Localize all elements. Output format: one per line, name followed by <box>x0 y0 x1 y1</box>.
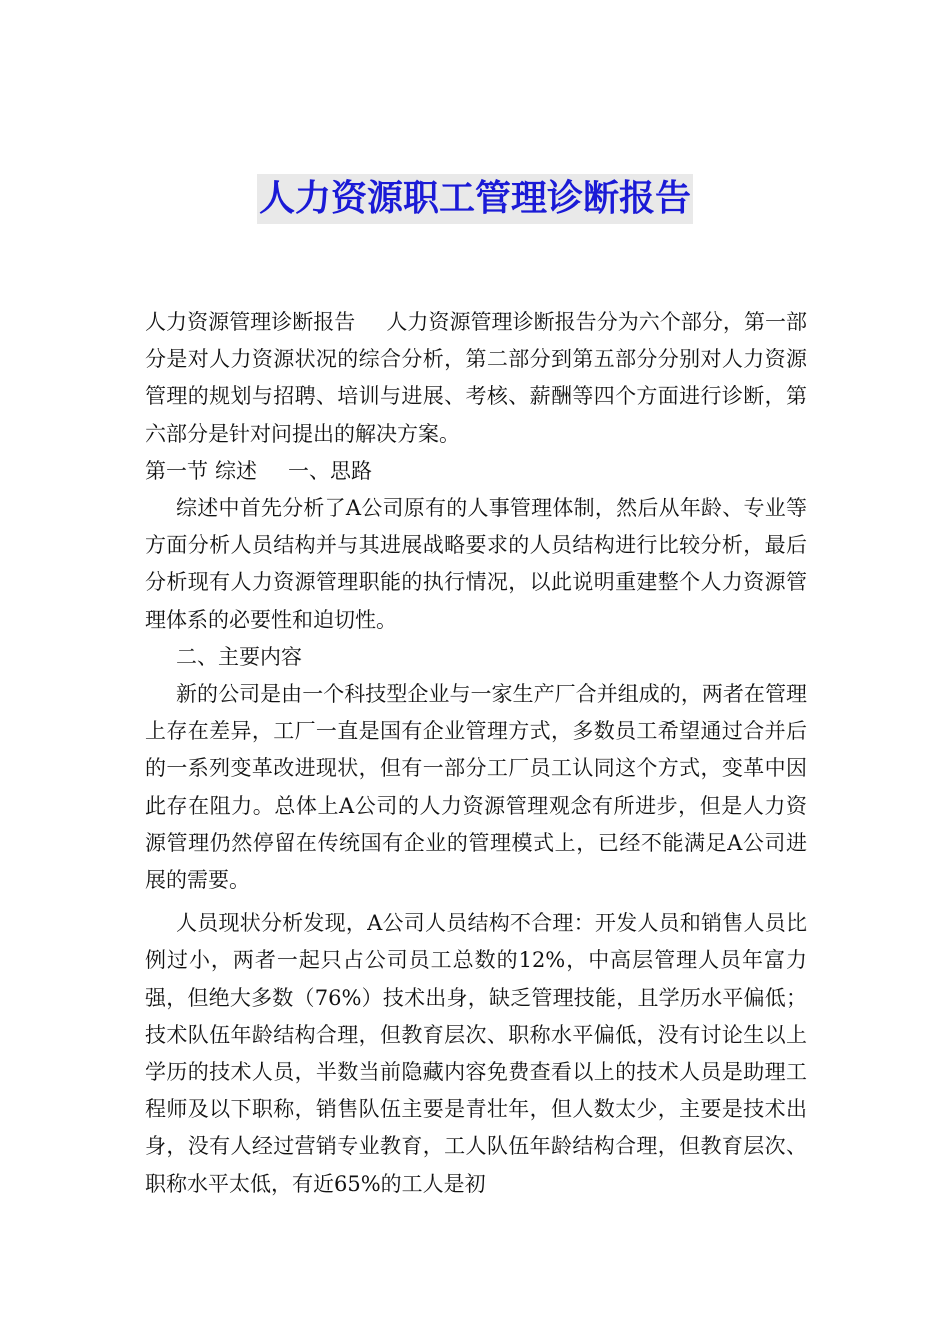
paragraph-content-2: 人员现状分析发现，A公司人员结构不合理：开发人员和销售人员比例过小，两者一起只占公司员工总数的12%，中高层管理人员年富力强，但绝大多数（76%）技术出身，缺乏管理技能，且学历水平偏低；技术队伍年龄结构合理，但教育层次、职称水平偏低，没有讨论生以上学历的技术人员，半数当前隐藏内容免费查看以上的技术人员是助理工程师及以下职称，销售队伍主要是青壮年，但人数太少，主要是技术出身，没有人经过营销专业教育，工人队伍年龄结构合理，但教育层次、职称水平太低，有近65%的工人是初 <box>145 911 807 1196</box>
intro-paragraph <box>145 304 807 453</box>
section-heading-line <box>145 453 807 490</box>
subsection-title-approach: 一、思路 <box>288 458 372 483</box>
document-body <box>145 304 807 1203</box>
subsection-title-content: 二、主要内容 <box>176 644 302 669</box>
paragraph-content-1: 新的公司是由一个科技型企业与一家生产厂合并组成的，两者在管理上存在差异，工厂一直是国有企业管理方式，多数员工希望通过合并后的一系列变革改进现状，但有一部分工厂员工认同这个方式，变革中因此存在阻力。总体上A公司的人力资源管理观念有所进步，但是人力资源管理仍然停留在传统国有企业的管理模式上，已经不能满足A公司进展的需要。 <box>145 682 807 893</box>
section-title: 综述 <box>215 458 257 483</box>
paragraph-approach: 综述中首先分析了A公司原有的人事管理体制，然后从年龄、专业等方面分析人员结构并与其进展战略要求的人员结构进行比较分析，最后分析现有人力资源管理职能的执行情况，以此说明重建整个人力资源管理体系的必要性和迫切性。 <box>145 496 807 632</box>
intro-heading: 人力资源管理诊断报告 <box>145 310 356 334</box>
title-container <box>0 174 950 224</box>
document-title: 人力资源职工管理诊断报告 <box>257 174 693 224</box>
section-label: 第一节 <box>145 458 208 483</box>
intro-text: 人力资源管理诊断报告分为六个部分，第一部分是对人力资源状况的综合分析，第二部分到第五部分分别对人力资源管理的规划与招聘、培训与进展、考核、薪酬等四个方面进行诊断，第六部分是针对问提出的解决方案。 <box>145 310 808 446</box>
